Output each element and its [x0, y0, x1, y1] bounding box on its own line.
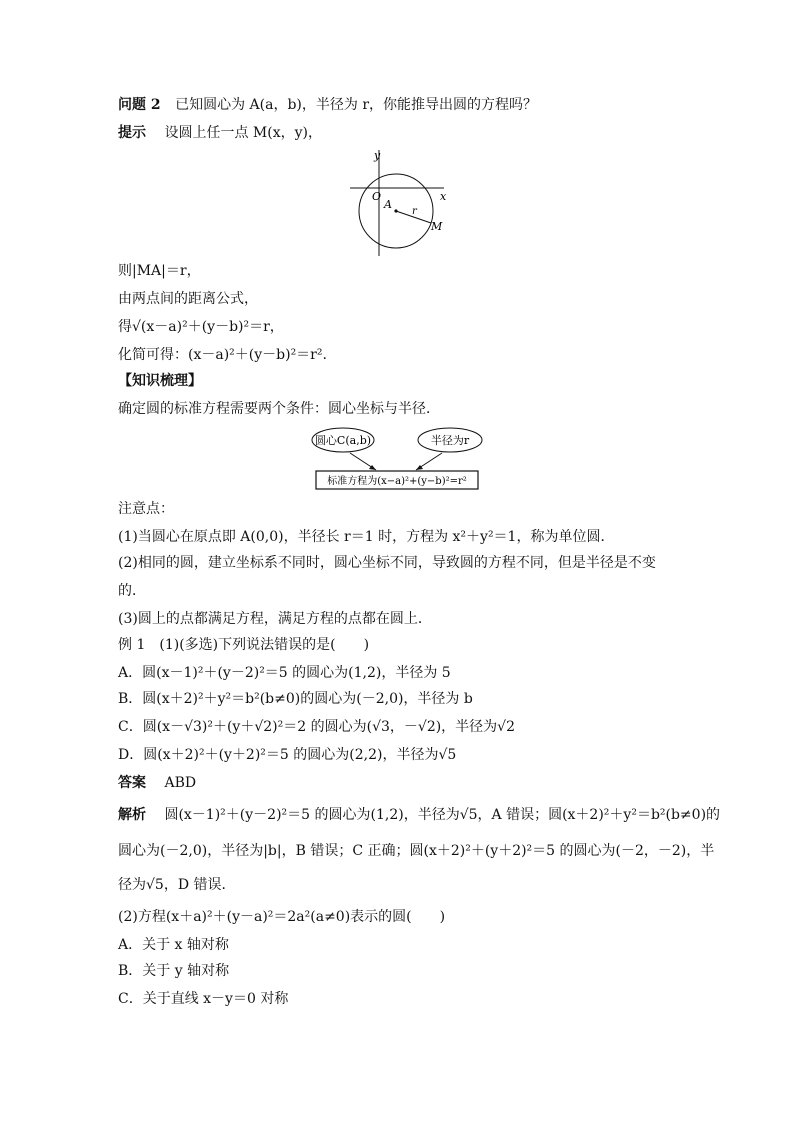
analysis-label: 解析 [118, 807, 146, 823]
analysis-line-3: 径为√5，D 错误． [118, 877, 236, 893]
answer-label: 答案 [118, 775, 146, 791]
knowledge-title: 【知识梳理】 [118, 373, 202, 389]
equation-box-text: 标准方程为(x−a)²+(y−b)²=r² [327, 476, 467, 487]
origin-label: O [372, 190, 382, 203]
option-c: C．圆(x－√3)²＋(y＋√2)²＝2 的圆心为(√3，－√2)，半径为√2 [118, 719, 516, 735]
part-2-option-b: B．关于 y 轴对称 [118, 963, 230, 979]
example-1-title: 例 1 (1)(多选)下列说法错误的是( ) [118, 637, 370, 653]
note-2: (2)相同的圆，建立坐标系不同时，圆心坐标不同，导致圆的方程不同，但是半径是不变 [118, 555, 656, 571]
note-1: (1)当圆心在原点即 A(0,0)，半径长 r＝1 时，方程为 x²＋y²＝1，称为单位圆． [118, 529, 615, 545]
derivation-line-1: 则|MA|＝r， [118, 263, 201, 279]
radius-label: r [412, 206, 417, 217]
radius-ellipse-text: 半径为r [430, 434, 470, 447]
note-3: (3)圆上的点都满足方程，满足方程的点都在圆上． [118, 611, 432, 627]
hint [118, 124, 322, 142]
derivation-line-3: 得√(x－a)²＋(y－b)²＝r， [118, 319, 284, 335]
answer-value: ABD [164, 775, 197, 791]
part-2-option-c: C．关于直线 x－y＝0 对称 [118, 991, 289, 1007]
part-2-title: (2)方程(x＋a)²＋(y－a)²＝2a²(a≠0)表示的圆( ) [118, 909, 446, 925]
analysis-line-1 [118, 806, 720, 824]
y-axis-label: y [374, 149, 381, 162]
derivation-line-4: 化简可得：(x－a)²＋(y－b)²＝r². [118, 347, 327, 363]
hint-text: 设圆上任一点 M(x，y)， [164, 125, 322, 141]
standard-equation-diagram [310, 426, 486, 492]
part-2-option-a: A．关于 x 轴对称 [118, 937, 229, 953]
hint-label: 提示 [118, 125, 146, 141]
point-m-label: M [431, 220, 443, 233]
x-axis-label: x [440, 190, 447, 203]
option-a: A．圆(x－1)²＋(y－2)²＝5 的圆心为(1,2)，半径为 5 [118, 665, 451, 681]
circle-figure [346, 148, 456, 260]
answer [118, 774, 196, 792]
option-b: B．圆(x＋2)²＋y²＝b²(b≠0)的圆心为(－2,0)，半径为 b [118, 691, 473, 707]
analysis-line-2: 圆心为(－2,0)，半径为|b|，B 错误；C 正确；圆(x＋2)²＋(y＋2)²＝5 的圆心为(－2，－2)，半 [118, 843, 715, 859]
question-2 [118, 96, 537, 114]
knowledge-text: 确定圆的标准方程需要两个条件：圆心坐标与半径． [118, 401, 440, 417]
note-2-continued: 的． [118, 583, 146, 599]
derivation-line-2: 由两点间的距离公式， [118, 291, 258, 307]
option-d: D．圆(x＋2)²＋(y＋2)²＝5 的圆心为(2,2)，半径为√5 [118, 747, 457, 763]
analysis-text-1: 圆(x－1)²＋(y－2)²＝5 的圆心为(1,2)，半径为√5，A 错误；圆(x＋2)²＋y²＝b²(b≠0)的 [164, 807, 721, 823]
question-text: 已知圆心为 A(a，b)，半径为 r，你能推导出圆的方程吗？ [175, 97, 538, 113]
center-ellipse-text: 圆心C(a,b) [314, 434, 372, 447]
question-label: 问题 2 [118, 97, 161, 113]
center-label: A [384, 198, 392, 211]
notes-title: 注意点： [118, 501, 174, 517]
